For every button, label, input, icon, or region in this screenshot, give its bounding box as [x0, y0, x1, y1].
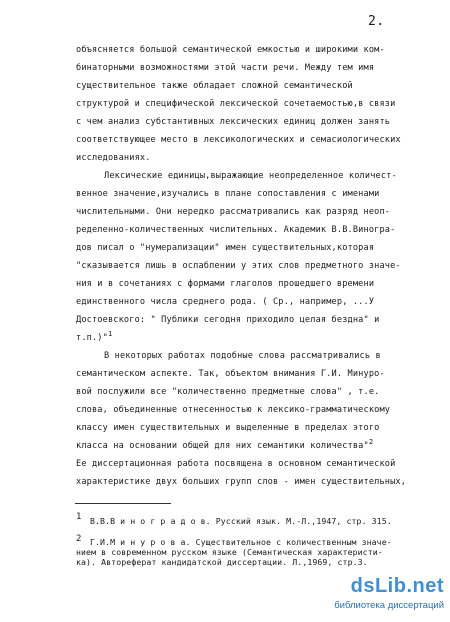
- text-line: семантическом аспекте. Так, объектом внимания Г.И. Минуро-: [76, 369, 385, 379]
- text-line: существительное также обладает сложной семантической: [76, 81, 353, 91]
- footnote-text: В.В.В и н о г р а д о в. Русский язык. М.-Л.,1947, стр. 315.: [90, 516, 392, 526]
- text-line: с чем анализ субстантивных лексических единиц должен занять: [76, 117, 391, 127]
- text-line: слова, объединенные отнесенностью к лексико-грамматическому: [76, 405, 391, 415]
- text-line: В некоторых работах подобные слова рассматривались в: [104, 351, 381, 361]
- text-line: исследованиях.: [76, 153, 151, 163]
- footnote-number: 2: [76, 534, 82, 544]
- text-line: Лексические единицы,выражающие неопределенное количест-: [104, 171, 397, 181]
- text-line: ния и в сочетаниях с формами глаголов прошедшего времени: [76, 279, 375, 289]
- footnote-text: ка). Автореферат кандидатской диссертации. Л.,1969, стр.3.: [76, 557, 368, 567]
- text-line: структурой и специфической лексической сочетаемостью,в связи: [76, 99, 396, 109]
- line-text: т.п.)": [76, 333, 108, 343]
- footnote-mark: 1: [107, 330, 113, 338]
- footnote-text: Г.И.М и н у р о в а. Существительное с количественным значе-: [90, 537, 392, 547]
- text-line-with-footnote: [76, 438, 374, 451]
- text-line: венное значение,изучались в плане сопоставления с именами: [76, 189, 380, 199]
- footnote-number: 1: [76, 512, 82, 522]
- text-line: объясняется большой семантической емкостью и широкими ком-: [76, 45, 385, 55]
- watermark-subtitle: библиотека диссертаций: [334, 600, 444, 611]
- footnote-mark: 2: [368, 438, 374, 446]
- text-line-with-footnote: [76, 330, 113, 343]
- text-line: ределенно-количественных числительных. Академик В.В.Виногра-: [76, 225, 396, 235]
- text-line: Ее диссертационная работа посвящена в основном семантической: [76, 459, 396, 469]
- text-line: характеристике двух больших групп слов - имен существительных,: [76, 477, 407, 487]
- text-line: классу имен существительных и выделенные в пределах этого: [76, 423, 380, 433]
- line-text: класса на основании общей для них семантики количества": [76, 441, 369, 451]
- text-line: бинаторными возможностями этой части речи. Между тем имя: [76, 63, 375, 73]
- text-line: числительными. Они нередко рассматривались как разряд неоп-: [76, 207, 391, 217]
- footnote-text: нием в современном русском языке (Семантическая характеристи-: [76, 547, 383, 557]
- watermark: [262, 575, 448, 615]
- text-line: вой послужили все "количественно предметные слова" , т.е.: [76, 387, 380, 397]
- text-line: "сказывается лишь в ослаблении у этих слов предметного значе-: [76, 261, 401, 271]
- text-line: единственного числа среднего рода. ( Ср., например, ...У: [76, 297, 375, 307]
- text-line: дов писал о "нумерализации" имен существительных,которая: [76, 243, 375, 253]
- footnote-divider: [75, 503, 171, 504]
- text-line: соответствующее место в лексикологических и семасиологических: [76, 135, 401, 145]
- page-number: 2.: [368, 14, 385, 29]
- watermark-logo: dsLib.net: [350, 575, 444, 597]
- text-line: Достоевского: " Публики сегодня приходило целая бездна" и: [76, 315, 380, 325]
